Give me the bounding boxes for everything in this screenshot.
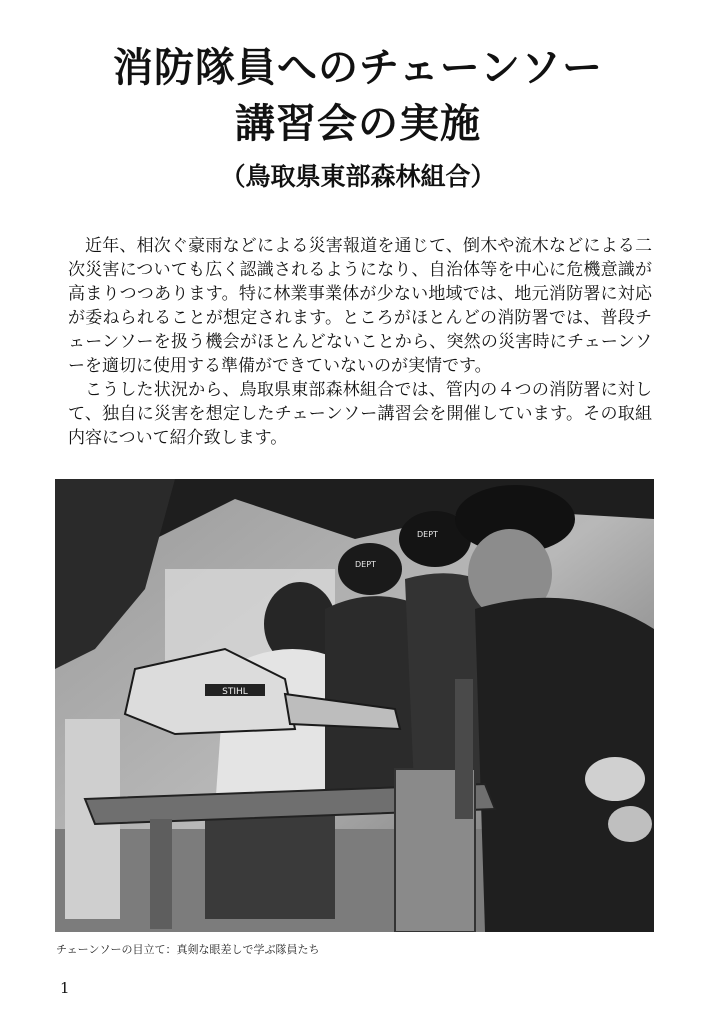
chainsaw-brand: STIHL [222, 687, 248, 697]
article-title-line2: 講習会の実施 [235, 101, 481, 147]
body-paragraph-1: 近年、相次ぐ豪雨などによる災害報道を通じて、倒木や流木などによる二次災害についても広く認識されるようになり、自治体等を中心に危機意識が高まりつつあります。特に林業事業体が少ない地域では、地元消防署に対応が委ねられることが想定されます。ところがほとんどの消防署では、普段チェーンソーを扱う機会がほとんどないことから、突然の災害時にチェーンソーを適切に使用する準備ができていないのが実情です。 [68, 236, 652, 376]
article-title-line1: 消防隊員へのチェーンソー [113, 45, 603, 91]
body-paragraph-2: こうした状況から、鳥取県東部森林組合では、管内の４つの消防署に対して、独自に災害を想定したチェーンソー講習会を開催しています。その取組内容について紹介致します。 [68, 380, 652, 448]
article-photo [55, 479, 654, 932]
photo-caption: チェーンソーの目立て：真剣な眼差しで学ぶ隊員たち [56, 943, 320, 956]
article-subtitle: （鳥取県東部森林組合） [220, 162, 496, 191]
photo-illustration [55, 479, 654, 932]
cap-text-2: DEPT [417, 530, 438, 539]
page-number: 1 [60, 979, 70, 997]
cap-text-1: DEPT [355, 560, 376, 569]
